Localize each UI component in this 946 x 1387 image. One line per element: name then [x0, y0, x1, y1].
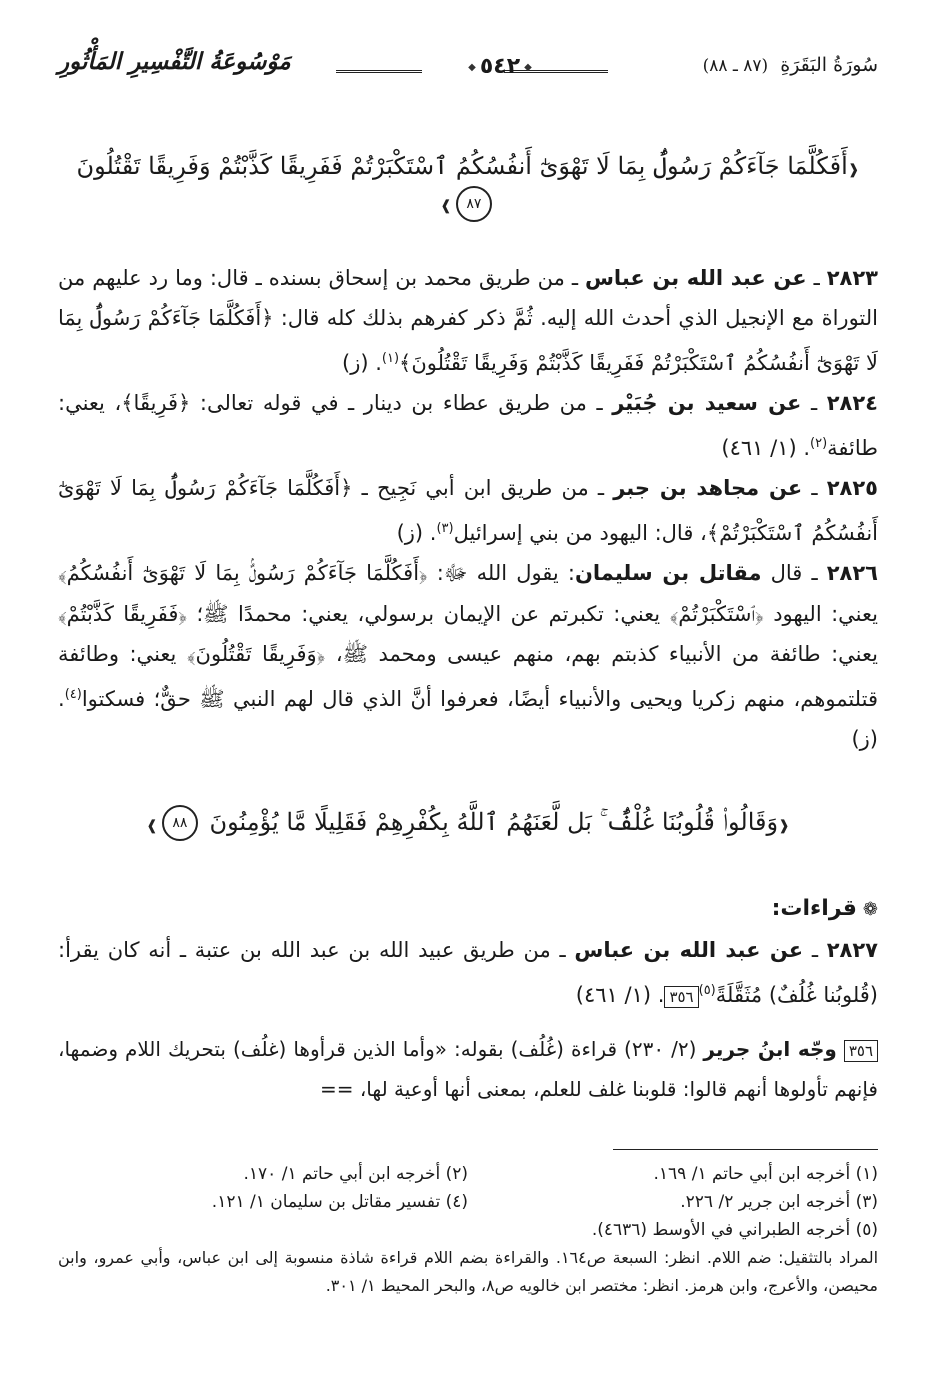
- narration-2823: ٢٨٢٣ ـ عن عبد الله بن عباس ـ من طريق محمد بن إسحاق بسنده ـ قال: وما رد عليهم من التوراة مع الإنجيل الذي أحدث الله إليه. ثُمَّ ذكر كفرهم بذلك كله قال: ﴿أَفَكُلَّمَا جَآءَكُمْ رَسُولٌۢ بِمَا لَا تَهْوَىٰٓ أَنفُسُكُمُ ٱسْتَكْبَرْتُمْ فَفَرِيقًا كَذَّبْتُمْ وَفَرِيقًا تَقْتُلُونَ﴾$^{(١)}$. (ز): [58, 265, 878, 375]
- running-header: [58, 48, 878, 92]
- narration-number: ٢٨٢٧: [826, 938, 878, 962]
- source-ref: . (ز): [342, 350, 382, 375]
- ornate-bracket-open-icon: ❰: [847, 162, 860, 178]
- footnote-ref: (٣): [436, 520, 454, 536]
- ornate-bracket-close-icon: ❱: [440, 198, 452, 214]
- narration-number: ٢٨٢٥: [826, 476, 878, 500]
- footnote-commentary: المراد بالتثقيل: ضم اللام. انظر: السبعة ص١٦٤. والقراءة بضم اللام قراءة شاذة منسوبة إلى ابن عباس، وأبي عمرو، وابن محيصن، والأعرج، وابن هرمز. انظر: مختصر ابن خالويه ص٨، والبحر المحيط ١/ ٣٠١.: [58, 1248, 879, 1295]
- footnote-row: [58, 1188, 878, 1216]
- verse-88: [58, 804, 878, 842]
- source-ref: . (١/ ٤٦١): [575, 982, 665, 1007]
- footnote-5: (٥) أخرجه الطبراني في الأوسط (٤٦٣٦).: [591, 1220, 878, 1240]
- footnote-separator: [613, 1149, 878, 1150]
- narration-lead: قال: [770, 561, 803, 585]
- book-title: مَوْسُوعَةُ التَّفْسِيرِ المَأْثُورِ: [58, 48, 291, 75]
- narration-number: ٢٨٢٤: [826, 391, 878, 415]
- footnote-row: [58, 1160, 878, 1188]
- narration-number: ٢٨٢٦: [826, 561, 878, 585]
- commentator-name: وجّه ابنُ جرير: [703, 1037, 837, 1061]
- narrator-name: عن عبد الله بن عباس: [574, 938, 804, 962]
- narration-2826: ٢٨٢٦ ـ قال مقاتل بن سليمان: يقول الله ﷻ: ﴿أَفَكُلَّمَا جَآءَكُمْ رَسُولٌۢ بِمَا لَا تَهْوَىٰٓ أَنفُسُكُمُ﴾ يعني: اليهود ﴿ٱسْتَكْبَرْتُمْ﴾ يعني: تكبرتم عن الإيمان برسولي، يعني: محمدًا ﷺ؛ ﴿فَفَرِيقًا كَذَّبْتُمْ﴾ يعني: طائفة من الأنبياء كذبتم بهم، منهم عيسى ومحمد ﷺ، ﴿وَفَرِيقًا تَقْتُلُونَ﴾ يعني: وطائفة قتلتموهم، منهم زكريا ويحيى والأنبياء أيضًا، فعرفوا أنَّ الذي قال لهم النبي ﷺ حقٌّ؛ فسكتوا$^{(٤)}$. (ز): [58, 561, 878, 751]
- source-ref: . (ز): [396, 520, 437, 545]
- narration-2824: ٢٨٢٤ ـ عن سعيد بن جُبَيْر ـ من طريق عطاء بن دينار ـ في قوله تعالى: ﴿فَرِيقًا﴾، يعني: طائفة$^{(٢)}$. (١/ ٤٦١): [58, 391, 878, 460]
- narrator-name: عن عبد الله بن عباس: [584, 265, 807, 290]
- ornate-bracket-close-icon: ❱: [146, 817, 158, 834]
- source-ref: . (١/ ٤٦١): [721, 435, 811, 460]
- footnote-2: (٢) أخرجه ابن أبي حاتم ١/ ١٧٠.: [243, 1164, 468, 1184]
- narration-text: : يقول الله ﷻ: ﴿أَفَكُلَّمَا جَآءَكُمْ رَسُولٌۢ بِمَا لَا تَهْوَىٰٓ أَنفُسُكُمُ﴾ يعني: اليهود ﴿ٱسْتَكْبَرْتُمْ﴾ يعني: تكبرتم عن الإيمان برسولي، يعني: محمدًا ﷺ؛ ﴿فَفَرِيقًا كَذَّبْتُمْ﴾ يعني: طائفة من الأنبياء كذبتم بهم، منهم عيسى ومحمد ﷺ، ﴿وَفَرِيقًا تَقْتُلُونَ﴾ يعني: وطائفة قتلتموهم، منهم زكريا ويحيى والأنبياء أيضًا، فعرفوا أنَّ الذي قال لهم النبي ﷺ حقٌّ؛ فسكتوا: [58, 561, 878, 711]
- narration-text: ـ من طريق ابن أبي نَجِيح ـ ﴿أَفَكُلَّمَا جَآءَكُمْ رَسُولٌۢ بِمَا لَا تَهْوَىٰٓ أَنفُسُكُمُ ٱسْتَكْبَرْتُمْ﴾، قال: اليهود من بني إسرائيل: [58, 476, 878, 545]
- footnote-ref: (٥): [698, 982, 716, 998]
- verse-87-text: أَفَكُلَّمَا جَآءَكُمْ رَسُولٌۢ بِمَا لَا تَهْوَىٰٓ أَنفُسُكُمُ ٱسْتَكْبَرْتُمْ فَفَرِيقًا كَذَّبْتُمْ وَفَرِيقًا تَقْتُلُونَ: [76, 152, 848, 180]
- footnote-4: (٤) تفسير مقاتل بن سليمان ١/ ١٢١.: [211, 1192, 468, 1212]
- ayah-number-88: ٨٨: [162, 805, 198, 841]
- narrations-block: [58, 258, 878, 760]
- narration-2827: ٢٨٢٧ ـ عن عبد الله بن عباس ـ من طريق عبيد الله بن عبد الله بن عتبة ـ أنه كان يقرأ: (قُلوبُنا غُلُفٌ) مُثَقَّلَةً$^{(٥)}$٣٥٦. (١/ ٤٦١): [58, 938, 878, 1007]
- verse-87: [58, 148, 878, 222]
- footnote-3: (٣) أخرجه ابن جرير ٢/ ٢٢٦.: [680, 1192, 878, 1212]
- commentary-box-number: ٣٥٦: [844, 1040, 878, 1062]
- flower-icon: ❁: [862, 899, 878, 920]
- qiraat-label: قراءات:: [771, 896, 857, 921]
- footnote-ref: (٤): [64, 686, 82, 702]
- narration-text: ـ من طريق عبيد الله بن عبد الله بن عتبة ـ أنه كان يقرأ: (قُلوبُنا غُلُفٌ) مُثَقَّلَةً: [58, 938, 878, 1007]
- page: [58, 48, 878, 1300]
- surah-title: [703, 54, 878, 76]
- narrator-name: مقاتل بن سليمان: [574, 561, 762, 585]
- narrator-name: عن سعيد بن جُبَيْر: [612, 391, 802, 415]
- commentary-356: [58, 1029, 878, 1109]
- commentary-text: (٢/ ٢٣٠) قراءة (غُلُف) بقوله: «وأما الذين قرأوها (غلُف) بتحريك اللام وضمها، فإنهم تأولوها أنهم قالوا: قلوبنا غلف للعلم، بمعنى أنها أوعية لها، ==: [58, 1037, 878, 1101]
- narration-number: ٢٨٢٣: [826, 265, 878, 290]
- footnote-ref: (٢): [810, 435, 828, 451]
- source-ref: . (ز): [58, 686, 878, 751]
- verse-88-text: وَقَالُوا۟ قُلُوبُنَا غُلْفٌۢ ۚ بَل لَّعَنَهُمُ ٱللَّهُ بِكُفْرِهِمْ فَقَلِيلًا مَّا يُؤْمِنُونَ: [209, 807, 779, 836]
- footnote-ref: (١): [381, 350, 400, 366]
- qiraat-heading: [58, 889, 878, 930]
- footnotes: [58, 1160, 878, 1300]
- surah-name: سُورَةُ البَقَرَةِ: [780, 54, 878, 76]
- verse-range: (٨٧ ـ ٨٨): [702, 56, 769, 76]
- narrator-name: عن مجاهد بن جبر: [613, 476, 803, 500]
- narration-text: ـ من طريق محمد بن إسحاق بسنده ـ قال: وما رد عليهم من التوراة مع الإنجيل الذي أحدث الله إليه. ثُمَّ ذكر كفرهم بذلك كله قال: ﴿أَفَكُلَّمَا جَآءَكُمْ رَسُولٌۢ بِمَا لَا تَهْوَىٰٓ أَنفُسُكُمُ ٱسْتَكْبَرْتُمْ فَفَرِيقًا كَذَّبْتُمْ وَفَرِيقًا تَقْتُلُونَ﴾: [58, 265, 878, 375]
- ayah-number-87: ٨٧: [456, 186, 492, 222]
- narration-text: ـ من طريق عطاء بن دينار ـ في قوله تعالى: ﴿فَرِيقًا﴾، يعني: طائفة: [58, 391, 878, 460]
- commentary-box-ref: ٣٥٦: [664, 986, 698, 1008]
- page-number: ◆ ٥٤٢ ◆: [456, 54, 544, 79]
- ornate-bracket-open-icon: ❰: [778, 817, 790, 834]
- footnote-1: (١) أخرجه ابن أبي حاتم ١/ ١٦٩.: [653, 1164, 878, 1184]
- narration-2825: ٢٨٢٥ ـ عن مجاهد بن جبر ـ من طريق ابن أبي نَجِيح ـ ﴿أَفَكُلَّمَا جَآءَكُمْ رَسُولٌۢ بِمَا لَا تَهْوَىٰٓ أَنفُسُكُمُ ٱسْتَكْبَرْتُمْ﴾، قال: اليهود من بني إسرائيل$^{(٣)}$. (ز): [58, 476, 878, 545]
- header-rule-left: [336, 70, 422, 73]
